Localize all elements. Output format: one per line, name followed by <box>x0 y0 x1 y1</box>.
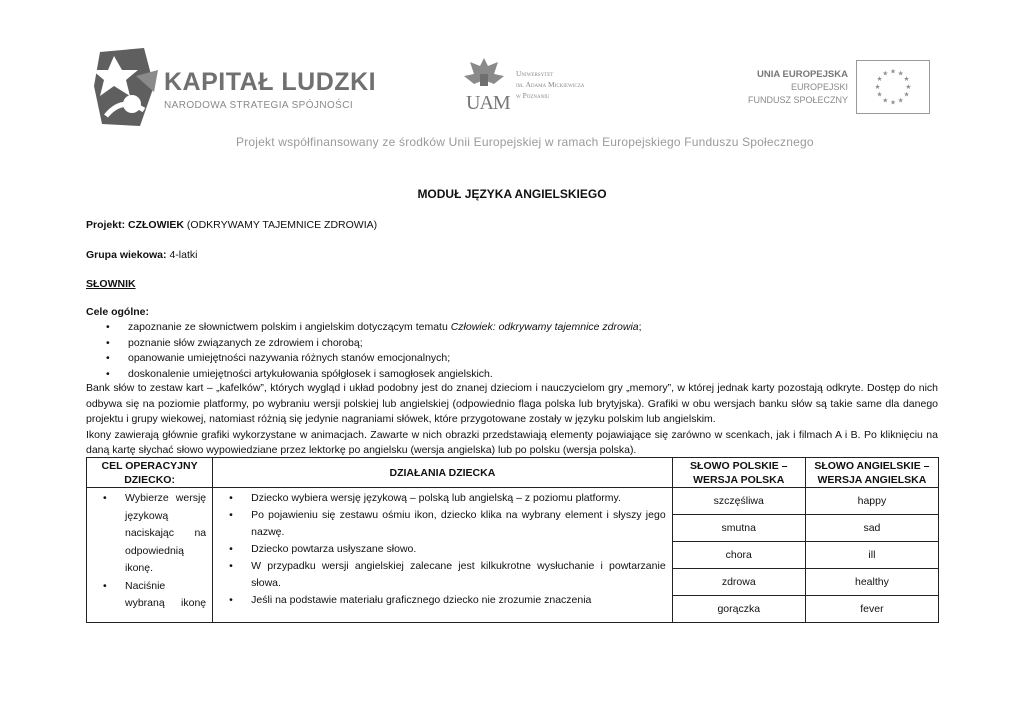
svg-text:★: ★ <box>889 68 897 76</box>
uam-monogram: UAM <box>466 92 510 114</box>
polish-word: smutna <box>673 515 805 542</box>
uam-name: Uniwersytet im. Adama Mickiewicza w Poznaniu <box>516 69 585 100</box>
english-word: ill <box>806 542 938 569</box>
list-item: • W przypadku wersji angielskiej zalecane jest kilkukrotne wysłuchanie i powtarzanie słowa. <box>213 558 672 592</box>
polish-words-cell <box>672 488 805 623</box>
svg-text:★: ★ <box>897 97 904 105</box>
svg-text:★: ★ <box>903 91 910 99</box>
age-group-line: Grupa wiekowa: 4-latki <box>86 249 198 261</box>
polish-word: zdrowa <box>673 569 805 596</box>
svg-text:★: ★ <box>876 91 883 99</box>
svg-text:★: ★ <box>882 70 889 78</box>
polish-word: szczęśliwa <box>673 488 805 515</box>
polish-word: chora <box>673 542 805 569</box>
english-word: fever <box>860 603 884 615</box>
col-header-actions: DZIAŁANIA DZIECKA <box>213 458 673 488</box>
kapital-ludzki-title: KAPITAŁ LUDZKI <box>164 68 377 96</box>
kapital-ludzki-subtitle: NARODOWA STRATEGIA SPÓJNOŚCI <box>164 100 354 111</box>
list-item: • Dziecko wybiera wersję językową – polską lub angielską – z poziomu platformy. <box>213 490 672 507</box>
goal-cell <box>87 488 213 623</box>
svg-text:★: ★ <box>876 76 883 84</box>
col-header-goal: CEL OPERACYJNY DZIECKO: <box>87 458 213 488</box>
col-header-english-word: SŁOWO ANGIELSKIE – WERSJA ANGIELSKA <box>805 458 938 488</box>
list-item: • doskonalenie umiejętności artykułowania spółgłosek i samogłosek angielskich. <box>86 367 642 383</box>
list-item: • opanowanie umiejętności nazywania różnych stanów emocjonalnych; <box>86 351 642 367</box>
list-item: • Jeśli na podstawie materiału graficznego dziecko nie zrozumie znaczenia <box>213 592 672 609</box>
english-word: healthy <box>806 569 938 596</box>
page-title: MODUŁ JĘZYKA ANGIELSKIEGO <box>417 187 607 201</box>
activity-table <box>86 457 939 623</box>
english-word: sad <box>806 515 938 542</box>
svg-text:★: ★ <box>889 99 897 107</box>
list-item: • zapoznanie ze słownictwem polskim i angielskim dotyczącym tematu Człowiek: odkrywamy tajemnice zdrowia; <box>86 320 642 336</box>
description <box>86 381 938 459</box>
general-goals-list <box>86 320 642 382</box>
cofinancing-note: Projekt współfinansowany ze środków Unii Europejskiej w ramach Europejskiego Funduszu Społecznego <box>236 135 814 149</box>
eu-flag-icon <box>856 60 930 114</box>
svg-text:★: ★ <box>903 76 910 84</box>
kapital-ludzki-emblem-icon <box>92 46 162 128</box>
svg-text:★: ★ <box>874 83 881 91</box>
description-paragraph: Ikony zawierają głównie grafiki wykorzystane w animacjach. Zawarte w nich obrazki przedstawiają elementy pojawiające się zarówno w scenkach, jak i filmach A i B. Po kliknięciu na daną kartę słychać słowo wypowiedziane przez lektorkę po angielsku (wersja angielska) lub po polsku (wersja polska). <box>86 428 938 456</box>
project-line: Projekt: CZŁOWIEK (ODKRYWAMY TAJEMNICE ZDROWIA) <box>86 219 378 231</box>
eu-text: UNIA EUROPEJSKA EUROPEJSKI FUNDUSZ SPOŁECZNY <box>747 69 848 105</box>
list-item: • Dziecko powtarza usłyszane słowo. <box>213 541 672 558</box>
description-paragraph: Bank słów to zestaw kart – „kafelków”, których wygląd i układ podobny jest do znanej dzieciom i nauczycielom gry „memory”, w której jednak karty pozostają odkryte. Dostęp do nich odbywa się na poziomie platformy, po wybraniu wersji polskiej lub angielskiej (odpowiednio flaga polska lub brytyjska). Grafiki w obu wersjach banku słów są takie same dla danego projektu i grupy wiekowej, natomiast różnią się jedynie nagraniami słówek, które przygotowane zostały w języku polskim lub angielskim. <box>86 382 938 425</box>
list-item: • Po pojawieniu się zestawu ośmiu ikon, dziecko klika na wybrany element i słyszy jego nazwę. <box>213 507 672 541</box>
table-row <box>87 488 939 623</box>
list-item: • Wybierze wersję językową naciskając na odpowiednią ikonę. <box>87 490 212 578</box>
english-word: happy <box>806 488 938 515</box>
uam-logo <box>460 56 640 118</box>
eu-logo <box>748 60 934 116</box>
list-item: • Naciśnie wybraną ikonę <box>87 578 212 613</box>
list-item: • poznanie słów związanych ze zdrowiem i chorobą; <box>86 336 642 352</box>
goals-label: Cele ogólne: <box>86 306 150 318</box>
svg-text:★: ★ <box>882 97 889 105</box>
actions-cell <box>213 488 673 623</box>
svg-text:★: ★ <box>905 83 912 91</box>
svg-text:★: ★ <box>897 70 904 78</box>
col-header-polish-word: SŁOWO POLSKIE – WERSJA POLSKA <box>672 458 805 488</box>
polish-word: gorączka <box>717 603 761 615</box>
section-heading: SŁOWNIK <box>86 278 136 290</box>
english-words-cell <box>805 488 938 623</box>
table-header-row <box>87 458 939 488</box>
kapital-ludzki-logo <box>92 46 377 128</box>
